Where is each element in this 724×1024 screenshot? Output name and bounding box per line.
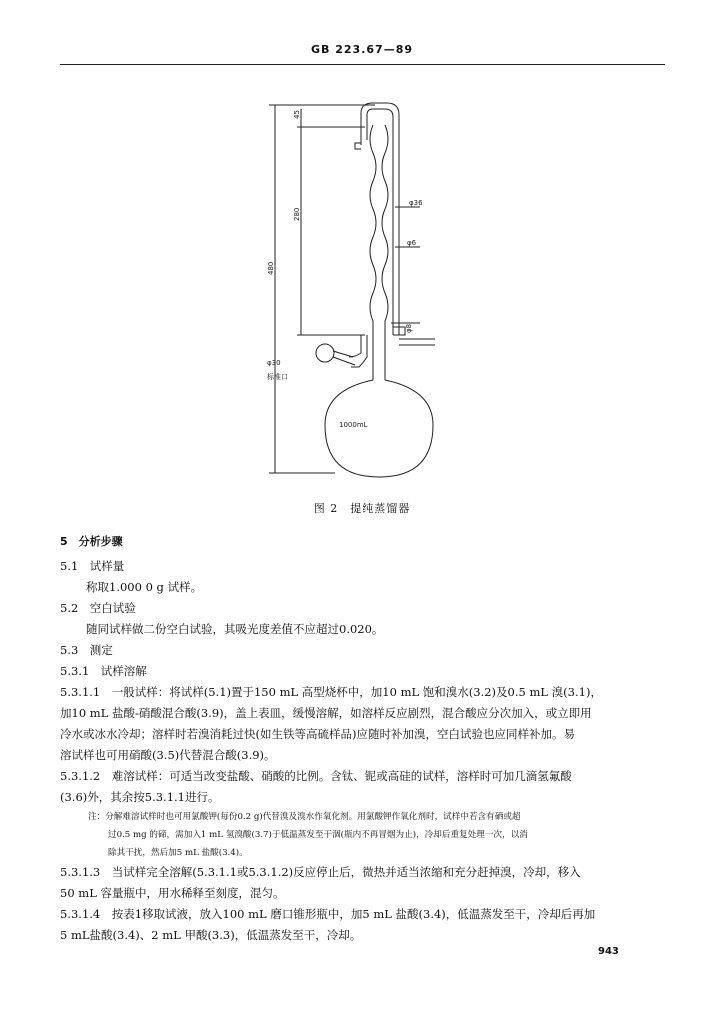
dim-tube-label: φ8 [405, 323, 413, 333]
subsection-heading: 5.3 测定 [60, 643, 113, 657]
paragraph-line: 5.3.1.4 按表1移取试液，放入100 mL 磨口锥形瓶中，加5 mL 盐酸(3.4)，低温蒸发至干，冷却后再加 [60, 907, 596, 921]
body-text: 随同试样做二份空白试验，其吸光度差值不应超过0.020。 [86, 622, 384, 636]
paragraph-line: (3.6)外，其余按5.3.1.1进行。 [60, 790, 220, 804]
paragraph-line: 5.3.1.1 一般试样：将试样(5.1)置于150 mL 高型烧杯中，加10 mL 饱和溴水(3.2)及0.5 mL 溴(3.1)， [60, 685, 602, 699]
dim-coil-label: 280 [293, 207, 301, 221]
subsection-heading: 5.1 试样量 [60, 559, 125, 573]
paragraph-line: 溶试样也可用硝酸(3.5)代替混合酸(3.9)。 [60, 748, 276, 762]
paragraph-line: 50 mL 容量瓶中，用水稀释至刻度，混匀。 [60, 886, 285, 900]
paragraph-line: 5.3.1.2 难溶试样：可适当改变盐酸、硝酸的比例。含钛、铌或高硅的试样，溶样时可加几滴氢氟酸 [60, 769, 572, 783]
note-line: 注：分解难溶试样时也可用氯酸钾(每份0.2 g)代替溴及溴水作氧化剂。用氯酸钾作氧化剂时，试样中若含有硒或超 [88, 812, 521, 822]
standard-mouth-label: 标准口 [267, 373, 288, 381]
figure-caption: 图 2 提纯蒸馏器 [313, 502, 411, 515]
dim-bulb-label: φ30 [267, 359, 281, 367]
dim-inner-label: φ6 [407, 239, 417, 247]
paragraph-line: 5.3.1.3 当试样完全溶解(5.3.1.1或5.3.1.2)反应停止后，微热并适当浓缩和充分赶掉溴，冷却，移入 [60, 865, 581, 879]
document-body [60, 530, 670, 946]
subsection-heading: 5.2 空白试验 [60, 601, 136, 615]
paragraph-line: 冷水或冰水冷却；溶样时若溴消耗过快(如生铁等高硫样品)应随时补加溴，空白试验也应同样补加。易 [60, 727, 575, 741]
dim-total-label: 480 [267, 261, 275, 275]
body-text: 称取1.000 0 g 试样。 [86, 580, 203, 594]
flask-volume-label: 1000mL [339, 421, 368, 429]
page-number: 943 [598, 946, 619, 957]
subsection-heading: 5.3.1 试样溶解 [60, 664, 147, 678]
dim-outer-label: φ36 [409, 199, 423, 207]
section-heading: 5 分析步骤 [60, 535, 123, 548]
distillation-apparatus-figure [255, 95, 445, 490]
paragraph-line: 5 mL盐酸(3.4)、2 mL 甲酸(3.3)，低温蒸发至干，冷却。 [60, 928, 362, 942]
paragraph-line: 加10 mL 盐酸-硝酸混合酸(3.9)，盖上表皿，缓慢溶解，如溶样反应剧烈，混合酸应分次加入，或立即用 [60, 706, 592, 720]
note-line: 除其干扰，然后加5 mL 盐酸(3.4)。 [108, 848, 248, 858]
dim-top-label: 45 [293, 110, 301, 119]
note-line: 过0.5 mg 的碲，需加入1 mL 氢溴酸(3.7)于低温蒸发至干涸(瓶内不再冒烟为止)，冷却后重复处理一次，以消 [108, 830, 528, 840]
header-rule [60, 64, 665, 65]
standard-header: GB 223.67—89 [311, 43, 413, 56]
